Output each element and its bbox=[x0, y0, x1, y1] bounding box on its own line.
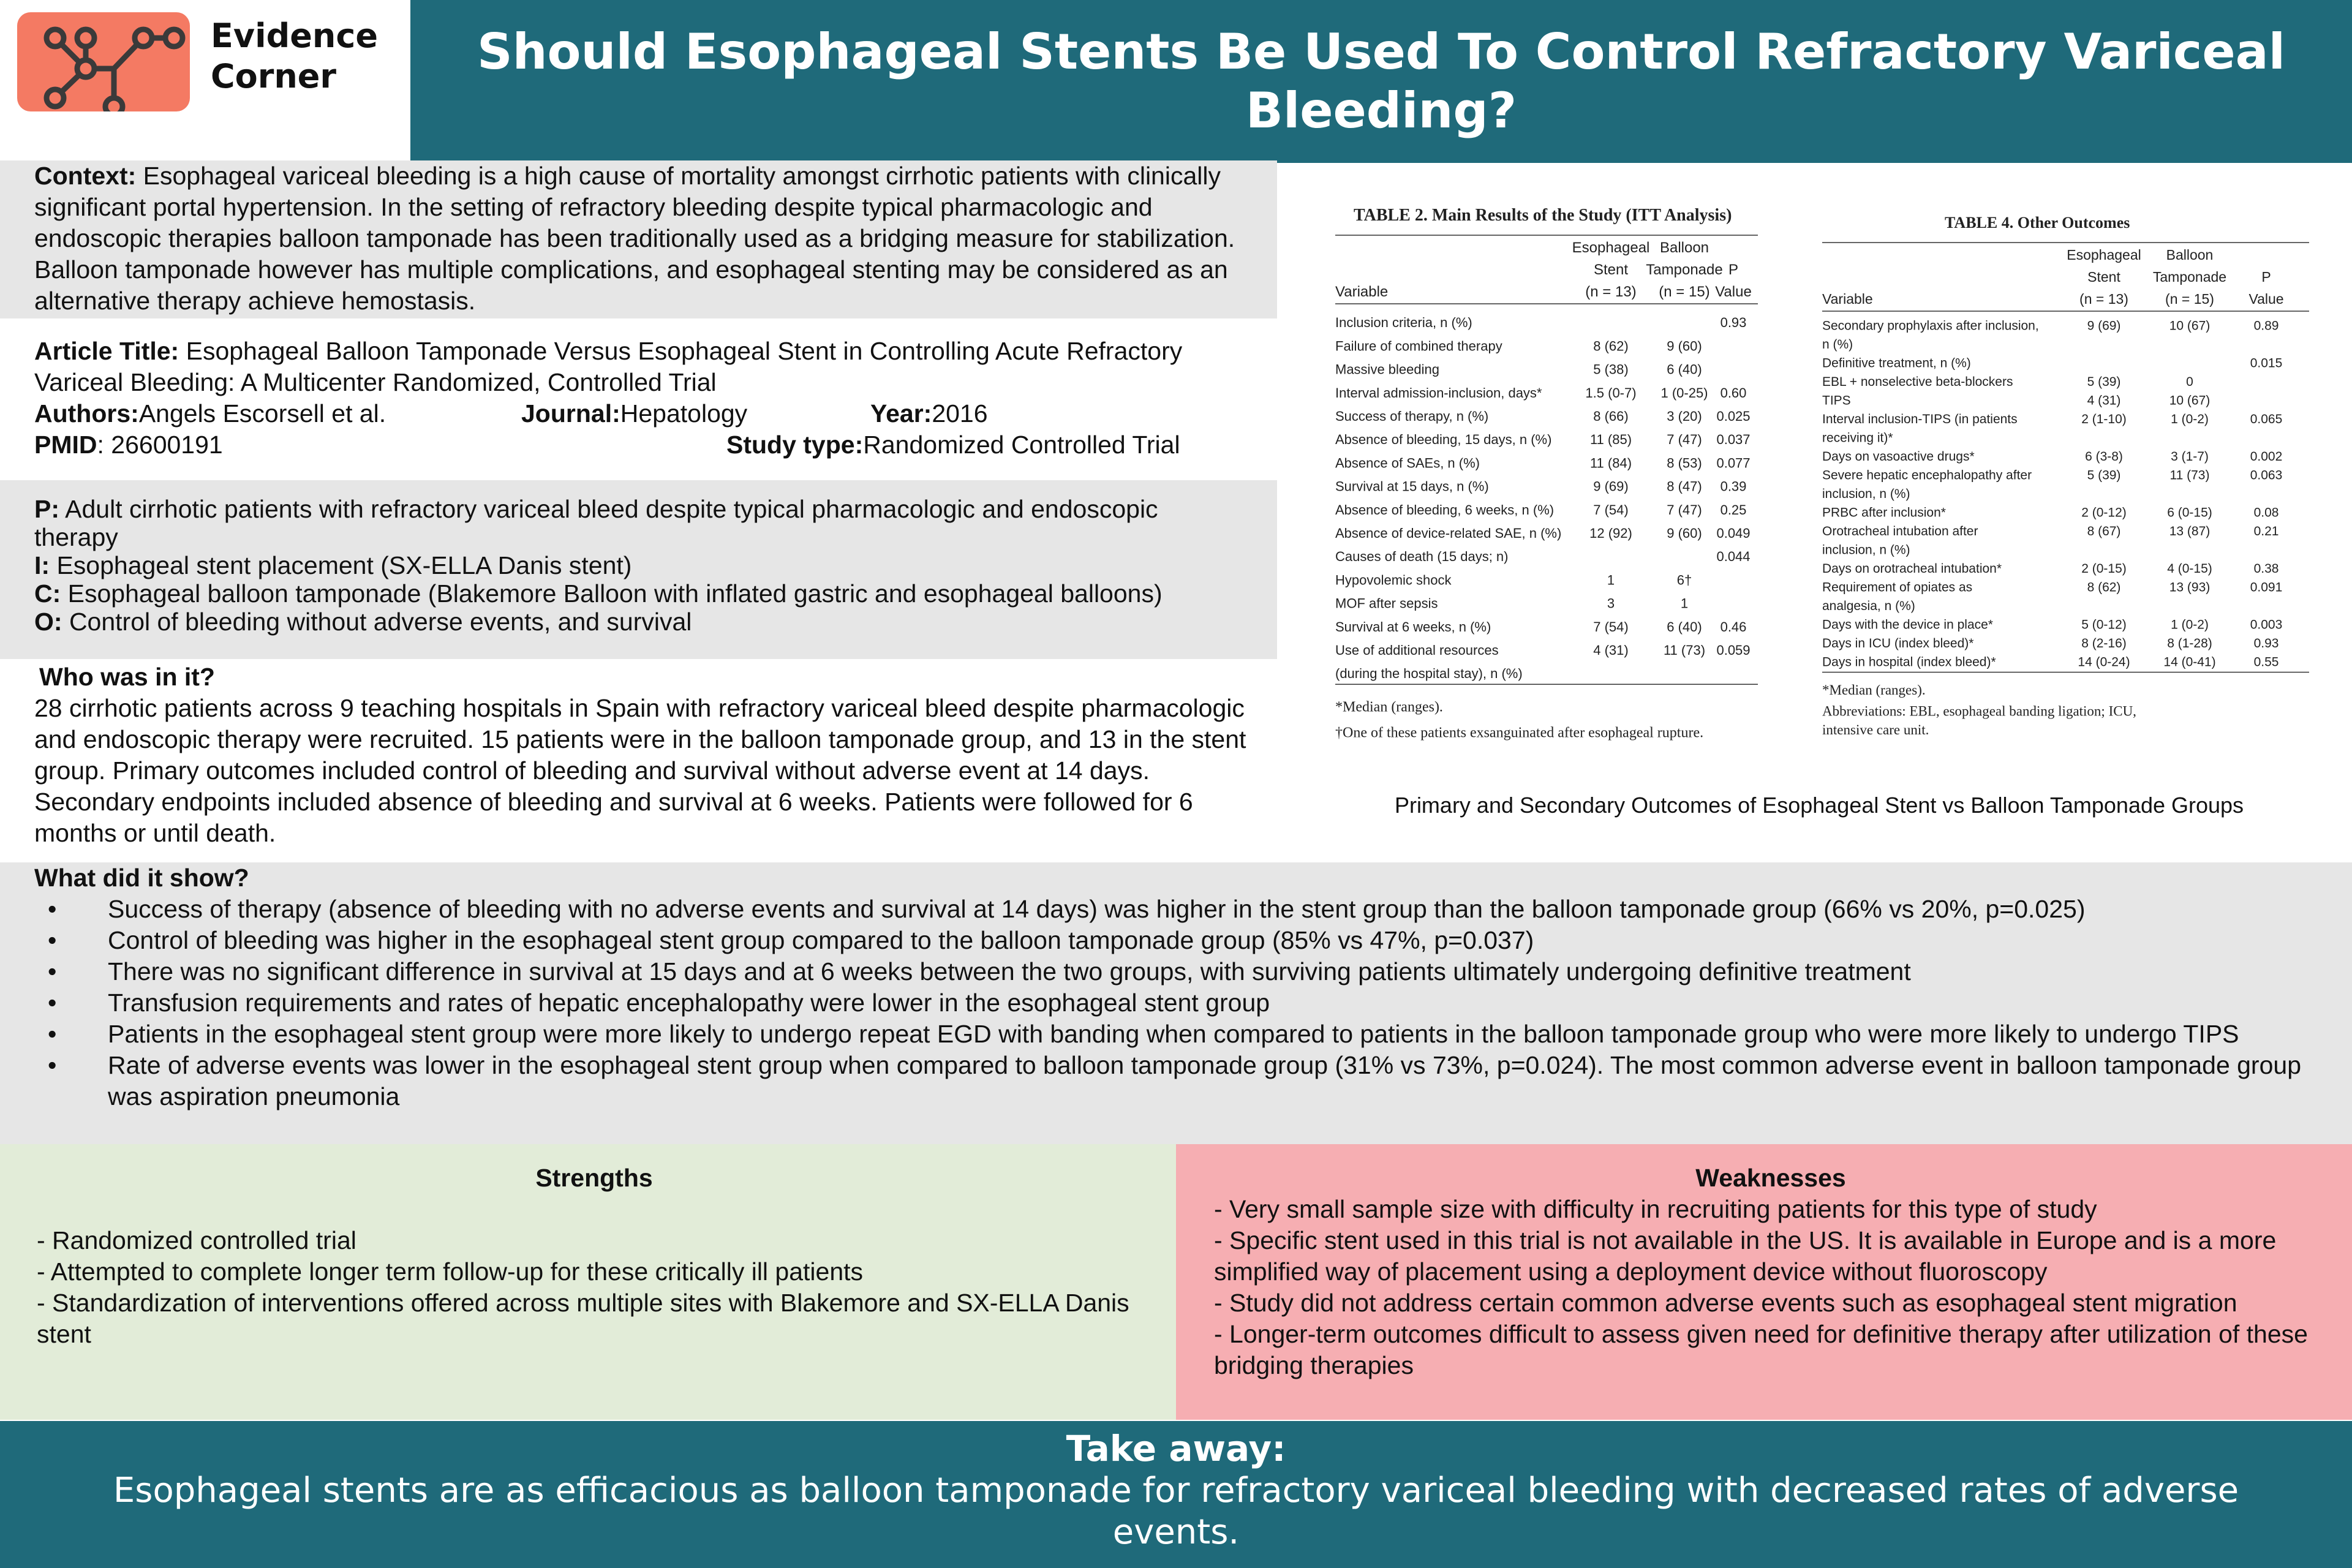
table-row-label: Massive bleeding bbox=[1335, 361, 1439, 377]
network-nodes-icon bbox=[17, 12, 190, 111]
context-text: Esophageal variceal bleeding is a high cause of mortality amongst cirrhotic patients with clinically significant portal hypertension. In the setting of refractory bleeding despite typical pharmacologic and endoscopic therapies balloon tamponade has been traditionally used as a bridging measure for stabilization. Balloon tamponade however has multiple complications, and esophageal stenting may be considered as an alternative therapy achieve hemostasis. bbox=[34, 162, 1235, 315]
table-row-label: Severe hepatic encephalopathy after bbox=[1822, 468, 2032, 483]
takeaway-text: Esophageal stents are as efficacious as balloon tamponade for refractory variceal bleeding with decreased rates of adverse events. bbox=[113, 1471, 2239, 1552]
column-header: Tamponade bbox=[2152, 269, 2227, 285]
strength-item: - Randomized controlled trial bbox=[37, 1226, 356, 1254]
table-cell: 11 (73) bbox=[1663, 643, 1706, 658]
table-cell: 0.002 bbox=[2250, 450, 2283, 464]
pico-o-label: O: bbox=[34, 608, 62, 636]
table-cell: 1 (0-25) bbox=[1660, 385, 1708, 401]
table-cell: 0.037 bbox=[1716, 432, 1751, 448]
strengths-heading: Strengths bbox=[535, 1164, 653, 1192]
show-item-text: Patients in the esophageal stent group were more likely to undergo repeat EGD with banding when compared to patients in the balloon tamponade group who were more likely to undergo TIPS bbox=[108, 1020, 2239, 1048]
article-section bbox=[0, 336, 1277, 464]
show-item bbox=[34, 894, 2352, 925]
table-cell: 10 (67) bbox=[2169, 393, 2211, 408]
weaknesses-list bbox=[1214, 1194, 2328, 1381]
table-cell: 0.93 bbox=[2253, 636, 2279, 650]
show-item bbox=[34, 1019, 2352, 1050]
who-section bbox=[0, 662, 1277, 851]
bullet-icon: • bbox=[48, 1051, 57, 1079]
table-row-label: TIPS bbox=[1822, 393, 1851, 408]
table-row-label: inclusion, n (%) bbox=[1822, 543, 1910, 557]
pmid-line bbox=[34, 429, 1277, 461]
show-item-text: Rate of adverse events was lower in the esophageal stent group when compared to balloon tamponade group (31% vs 73%, p=0.024). The most common adverse event in balloon tamponade group was aspiration pneumonia bbox=[108, 1051, 2301, 1110]
pico-i-text: Esophageal stent placement (SX-ELLA Danis stent) bbox=[50, 551, 632, 579]
table-cell: 11 (73) bbox=[2169, 468, 2210, 483]
takeaway-section bbox=[0, 1421, 2352, 1568]
table-cell: 8 (1-28) bbox=[2167, 636, 2212, 650]
journal: Hepatology bbox=[620, 399, 748, 428]
table-cell: 0.93 bbox=[1720, 315, 1747, 331]
table-cell: 2 (0-12) bbox=[2081, 505, 2127, 520]
table-row-label: Inclusion criteria, n (%) bbox=[1335, 315, 1472, 331]
show-item bbox=[34, 1050, 2352, 1112]
table-row-label: (during the hospital stay), n (%) bbox=[1335, 666, 1523, 682]
logo-text: Evidence Corner bbox=[211, 17, 378, 96]
column-header: Balloon bbox=[1659, 239, 1709, 256]
table-row-label: Success of therapy, n (%) bbox=[1335, 409, 1489, 424]
table-row-label: Definitive treatment, n (%) bbox=[1822, 356, 1971, 371]
show-item bbox=[34, 987, 2352, 1019]
table-cell: 0.044 bbox=[1716, 549, 1751, 565]
page-title: Should Esophageal Stents Be Used To Control Refractory Variceal Bleeding? bbox=[477, 23, 2286, 139]
table-row-label: Requirement of opiates as bbox=[1822, 580, 1973, 595]
show-item bbox=[34, 925, 2352, 956]
table-cell: 6 (3-8) bbox=[2085, 450, 2123, 464]
show-heading: What did it show? bbox=[34, 864, 249, 892]
table-row-label: Days on orotracheal intubation* bbox=[1822, 562, 2002, 576]
pmid: : 26600191 bbox=[97, 431, 223, 459]
weakness-item: - Very small sample size with difficulty in recruiting patients for this type of study bbox=[1214, 1195, 2097, 1223]
column-header: Stent bbox=[1593, 262, 1629, 278]
bullet-icon: • bbox=[48, 895, 57, 923]
strengths-list bbox=[37, 1225, 1152, 1350]
table-cell: 5 (0-12) bbox=[2081, 617, 2127, 632]
weaknesses-section bbox=[1176, 1144, 2352, 1420]
column-header: Variable bbox=[1335, 284, 1389, 300]
table-cell: 4 (0-15) bbox=[2167, 562, 2212, 576]
table-cell: 6 (40) bbox=[1667, 361, 1702, 377]
table-cell: 8 (2-16) bbox=[2081, 636, 2127, 650]
table-footnote: †One of these patients exsanguinated after esophageal rupture. bbox=[1335, 725, 1704, 741]
table-cell: 9 (60) bbox=[1667, 338, 1702, 354]
table-cell: 0.063 bbox=[2250, 468, 2283, 483]
table-cell: 14 (0-24) bbox=[2078, 655, 2130, 669]
table-row-label: PRBC after inclusion* bbox=[1822, 505, 1946, 520]
table-cell: 3 (1-7) bbox=[2171, 450, 2209, 464]
column-header: Tamponade bbox=[1646, 262, 1723, 278]
table-cell: 0.003 bbox=[2250, 617, 2283, 632]
table-cell: 5 (38) bbox=[1593, 361, 1629, 377]
show-item-text: Control of bleeding was higher in the esophageal stent group compared to the balloon tamponade group (85% vs 47%, p=0.037) bbox=[108, 926, 1534, 954]
column-header: P bbox=[1728, 262, 1739, 278]
table-cell: 5 (39) bbox=[2087, 468, 2121, 483]
pmid-label: PMID bbox=[34, 431, 97, 459]
pico-section bbox=[0, 480, 1277, 659]
authors: Angels Escorsell et al. bbox=[138, 399, 386, 428]
table-row-label: EBL + nonselective beta-blockers bbox=[1822, 375, 2013, 389]
table-cell: 0.39 bbox=[1720, 478, 1747, 494]
weakness-item: - Longer-term outcomes difficult to assess given need for definitive therapy after utilization of these bridging therapies bbox=[1214, 1320, 2308, 1379]
authors-label: Authors: bbox=[34, 399, 139, 428]
table-cell: 3 (20) bbox=[1667, 409, 1702, 424]
table-cell: 0.065 bbox=[2250, 412, 2283, 426]
table-row-label: Hypovolemic shock bbox=[1335, 572, 1452, 588]
tables-figure bbox=[1317, 184, 2321, 802]
table-cell: 0.025 bbox=[1716, 409, 1751, 424]
table-row-label: Survival at 15 days, n (%) bbox=[1335, 478, 1489, 494]
table-cell: 0.60 bbox=[1720, 385, 1747, 401]
table-title: TABLE 4. Other Outcomes bbox=[1945, 214, 2130, 232]
table-row-label: n (%) bbox=[1822, 337, 1853, 352]
table-cell: 7 (54) bbox=[1593, 619, 1629, 635]
column-header: Esophageal bbox=[1572, 239, 1650, 256]
pico-o-text: Control of bleeding without adverse events, and survival bbox=[62, 608, 692, 636]
table-cell: 0.25 bbox=[1720, 502, 1747, 518]
table-cell: 1 (0-2) bbox=[2171, 617, 2209, 632]
table-cell: 11 (84) bbox=[1589, 455, 1632, 471]
table-row-label: MOF after sepsis bbox=[1335, 595, 1438, 611]
table-row-label: Days with the device in place* bbox=[1822, 617, 1993, 632]
table-footnote: *Median (ranges). bbox=[1335, 699, 1443, 715]
context-section bbox=[0, 160, 1277, 318]
table-footnote: Abbreviations: EBL, esophageal banding ligation; ICU, bbox=[1822, 703, 2136, 719]
table-cell: 8 (66) bbox=[1593, 409, 1629, 424]
pico-c-label: C: bbox=[34, 579, 61, 608]
table-cell: 14 (0-41) bbox=[2163, 655, 2216, 669]
table-row-label: Days in ICU (index bleed)* bbox=[1822, 636, 1974, 650]
table-row-label: Interval admission-inclusion, days* bbox=[1335, 385, 1542, 401]
column-header: P bbox=[2261, 269, 2271, 285]
weakness-item: - Study did not address certain common adverse events such as esophageal stent migration bbox=[1214, 1289, 2237, 1317]
table-cell: 8 (47) bbox=[1667, 478, 1702, 494]
pico-i-label: I: bbox=[34, 551, 50, 579]
column-header: Variable bbox=[1822, 291, 1873, 307]
table-row-label: Days in hospital (index bleed)* bbox=[1822, 655, 1996, 669]
takeaway-heading: Take away: bbox=[1066, 1428, 1286, 1469]
table-footnote: *Median (ranges). bbox=[1822, 682, 1926, 698]
pico-c-text: Esophageal balloon tamponade (Blakemore Balloon with inflated gastric and esophageal balloons) bbox=[61, 579, 1163, 608]
who-text: 28 cirrhotic patients across 9 teaching hospitals in Spain with refractory variceal bleed despite pharmacologic and endoscopic therapy were recruited. 15 patients were in the balloon tamponade group, and 13 in the stent group. Primary outcomes included control of bleeding and survival without adverse event at 14 days. Secondary endpoints included absence of bleeding and survival at 6 weeks. Patients were followed for 6 months or until death. bbox=[34, 694, 1246, 847]
authors-line bbox=[34, 398, 1277, 429]
table-cell: 2 (1-10) bbox=[2081, 412, 2127, 426]
column-header: (n = 15) bbox=[2165, 291, 2214, 307]
table-cell: 0.46 bbox=[1720, 619, 1747, 635]
table-row-label: receiving it)* bbox=[1822, 431, 1893, 445]
study-type-label: Study type: bbox=[726, 431, 864, 459]
year-label: Year: bbox=[870, 399, 932, 428]
table-cell: 8 (62) bbox=[2087, 580, 2121, 595]
table-cell: 13 (93) bbox=[2169, 580, 2211, 595]
table-cell: 9 (69) bbox=[2087, 318, 2121, 333]
table-row-label: Interval inclusion-TIPS (in patients bbox=[1822, 412, 2018, 426]
table-cell: 4 (31) bbox=[2087, 393, 2121, 408]
table-cell: 8 (62) bbox=[1593, 338, 1629, 354]
table-cell: 1 bbox=[1607, 572, 1615, 588]
table-cell: 7 (47) bbox=[1667, 502, 1702, 518]
pico-o bbox=[34, 608, 1277, 636]
article-title: Esophageal Balloon Tamponade Versus Esophageal Stent in Controlling Acute Refractory Variceal Bleeding: A Multicenter Randomized, Controlled Trial bbox=[34, 337, 1183, 396]
strength-item: - Standardization of interventions offered across multiple sites with Blakemore and SX-ELLA Danis stent bbox=[37, 1289, 1129, 1348]
table-row-label: inclusion, n (%) bbox=[1822, 487, 1910, 501]
show-item-text: Success of therapy (absence of bleeding with no adverse events and survival at 14 days) was higher in the stent group than the balloon tamponade group (66% vs 20%, p=0.025) bbox=[108, 895, 2086, 923]
journal-label: Journal: bbox=[521, 399, 620, 428]
year: 2016 bbox=[932, 399, 988, 428]
show-item-text: Transfusion requirements and rates of hepatic encephalopathy were lower in the esophageal stent group bbox=[108, 989, 1270, 1017]
show-item bbox=[34, 956, 2352, 987]
table-cell: 0.091 bbox=[2250, 580, 2283, 595]
table-cell: 10 (67) bbox=[2169, 318, 2211, 333]
table-cell: 3 bbox=[1607, 595, 1615, 611]
table-cell: 0.015 bbox=[2250, 356, 2283, 371]
logo bbox=[17, 12, 190, 111]
strengths-section bbox=[0, 1144, 1176, 1420]
table-row-label: Absence of bleeding, 6 weeks, n (%) bbox=[1335, 502, 1555, 518]
column-header: (n = 13) bbox=[1585, 284, 1637, 300]
table-cell: 0.049 bbox=[1716, 526, 1751, 541]
pico-p-text: Adult cirrhotic patients with refractory variceal bleed despite typical pharmacologic and endoscopic therapy bbox=[34, 495, 1158, 551]
table-cell: 6 (40) bbox=[1667, 619, 1702, 635]
article-title-label: Article Title: bbox=[34, 337, 179, 365]
table-cell: 12 (92) bbox=[1589, 526, 1632, 541]
column-header: Esophageal bbox=[2067, 247, 2141, 263]
table-cell: 1 bbox=[1680, 595, 1689, 611]
table-cell: 1 (0-2) bbox=[2171, 412, 2209, 426]
bullet-icon: • bbox=[48, 926, 57, 954]
study-type: Randomized Controlled Trial bbox=[863, 431, 1180, 459]
who-heading: Who was in it? bbox=[39, 663, 215, 691]
table-cell: 8 (67) bbox=[2087, 524, 2121, 538]
table-row-label: Survival at 6 weeks, n (%) bbox=[1335, 619, 1491, 635]
table-cell: 0.55 bbox=[2253, 655, 2279, 669]
table-cell: 7 (47) bbox=[1667, 432, 1702, 448]
table-cell: 7 (54) bbox=[1593, 502, 1629, 518]
header-bar bbox=[410, 0, 2352, 163]
pico-p-label: P: bbox=[34, 495, 59, 523]
table-cell: 6 (0-15) bbox=[2167, 505, 2212, 520]
show-item-text: There was no significant difference in survival at 15 days and at 6 weeks between the two groups, with surviving patients ultimately undergoing definitive treatment bbox=[108, 957, 1911, 986]
table-cell: 11 (85) bbox=[1589, 432, 1632, 448]
table-cell: 0.21 bbox=[2253, 524, 2279, 538]
table-cell: 6† bbox=[1676, 572, 1692, 588]
table-row-label: Orotracheal intubation after bbox=[1822, 524, 1978, 538]
table-cell: 0.059 bbox=[1716, 643, 1751, 658]
table-cell: 0.077 bbox=[1716, 455, 1751, 471]
weakness-item: - Specific stent used in this trial is not available in the US. It is available in Europe and is a more simplified way of placement using a deployment device without fluoroscopy bbox=[1214, 1226, 2277, 1286]
table-row-label: Failure of combined therapy bbox=[1335, 338, 1502, 354]
table-cell: 0 bbox=[2186, 375, 2193, 389]
table-row-label: Days on vasoactive drugs* bbox=[1822, 450, 1975, 464]
context-label: Context: bbox=[34, 162, 137, 190]
table-cell: 0.38 bbox=[2253, 562, 2279, 576]
column-header: Balloon bbox=[2166, 247, 2214, 263]
table-cell: 5 (39) bbox=[2087, 375, 2121, 389]
article-title-line bbox=[34, 336, 1277, 398]
table-footnote: intensive care unit. bbox=[1822, 722, 1929, 737]
column-header: Value bbox=[2248, 291, 2284, 307]
table-title: TABLE 2. Main Results of the Study (ITT Analysis) bbox=[1354, 206, 1732, 225]
pico-p bbox=[34, 495, 1277, 551]
bullet-icon: • bbox=[48, 957, 57, 986]
pico-i bbox=[34, 551, 1277, 579]
table-cell: 9 (69) bbox=[1593, 478, 1629, 494]
column-header: Value bbox=[1715, 284, 1752, 300]
table-cell: 9 (60) bbox=[1667, 526, 1702, 541]
table-row-label: Absence of device-related SAE, n (%) bbox=[1335, 526, 1562, 541]
bullet-icon: • bbox=[48, 989, 57, 1017]
table-cell: 0.89 bbox=[2253, 318, 2279, 333]
show-section bbox=[0, 862, 2352, 1144]
table-row-label: Secondary prophylaxis after inclusion, bbox=[1822, 318, 2039, 333]
column-header: (n = 13) bbox=[2079, 291, 2128, 307]
column-header: (n = 15) bbox=[1659, 284, 1710, 300]
table-row-label: analgesia, n (%) bbox=[1822, 599, 1915, 613]
strength-item: - Attempted to complete longer term follow-up for these critically ill patients bbox=[37, 1257, 864, 1286]
pico-c bbox=[34, 579, 1277, 608]
table-row-label: Absence of bleeding, 15 days, n (%) bbox=[1335, 432, 1552, 448]
table-cell: 1.5 (0-7) bbox=[1585, 385, 1637, 401]
table-cell: 8 (53) bbox=[1667, 455, 1702, 471]
table-row-label: Use of additional resources bbox=[1335, 643, 1499, 658]
table-cell: 13 (87) bbox=[2169, 524, 2211, 538]
column-header: Stent bbox=[2087, 269, 2120, 285]
table-cell: 4 (31) bbox=[1593, 643, 1629, 658]
tables-caption: Primary and Secondary Outcomes of Esophageal Stent vs Balloon Tamponade Groups bbox=[1394, 793, 2244, 818]
table-cell: 0.08 bbox=[2253, 505, 2279, 520]
table-cell: 2 (0-15) bbox=[2081, 562, 2127, 576]
weaknesses-heading: Weaknesses bbox=[1695, 1164, 1846, 1192]
tables-image bbox=[1317, 184, 2321, 796]
table-row-label: Absence of SAEs, n (%) bbox=[1335, 455, 1480, 471]
table-row-label: Causes of death (15 days; n) bbox=[1335, 549, 1509, 565]
show-list bbox=[34, 894, 2352, 1112]
bullet-icon: • bbox=[48, 1020, 57, 1048]
